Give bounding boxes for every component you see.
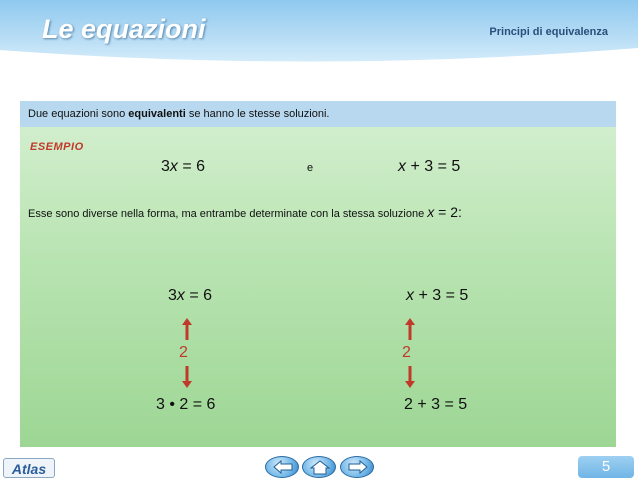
- eq2-var: x: [398, 158, 406, 175]
- prev-button[interactable]: [265, 456, 299, 478]
- left-top-rest: = 6: [184, 287, 213, 304]
- home-icon: [310, 460, 330, 475]
- diagram-left-top: [168, 287, 212, 305]
- home-button[interactable]: [302, 456, 336, 478]
- diagram-left-value: 2: [179, 344, 188, 361]
- arrow-up-icon: [180, 317, 194, 341]
- eq2-rest: + 3 = 5: [406, 158, 461, 175]
- page-title: Le equazioni: [42, 14, 206, 44]
- sentence-text: Esse sono diverse nella forma, ma entrambe determinate con la stessa soluzione: [28, 208, 428, 220]
- sentence-value: = 2:: [434, 204, 462, 220]
- diagram-right-bottom: 2 + 3 = 5: [404, 396, 468, 413]
- eq1-rest: = 6: [177, 158, 206, 175]
- eq1-coef: 3: [161, 158, 170, 175]
- eq1-var: x: [169, 158, 178, 175]
- sentence-var: x: [427, 204, 435, 220]
- diagram-left-bottom: 3 • 2 = 6: [156, 396, 216, 413]
- page-number: 5: [578, 456, 634, 478]
- arrow-down-icon: [403, 365, 417, 389]
- left-top-coef: 3: [168, 287, 177, 304]
- conjunction: e: [307, 162, 314, 174]
- diagram-right-top: [406, 287, 468, 305]
- arrow-left-icon: [273, 460, 293, 474]
- next-button[interactable]: [340, 456, 374, 478]
- example-label: ESEMPIO: [30, 141, 84, 153]
- right-top-rest: + 3 = 5: [414, 287, 469, 304]
- example-equation-2: [398, 158, 460, 176]
- diagram-right-value: 2: [402, 344, 411, 361]
- example-equation-1: [161, 158, 205, 176]
- definition-after: se hanno le stesse soluzioni.: [185, 108, 330, 120]
- arrow-right-icon: [348, 460, 368, 474]
- definition-before: Due equazioni sono: [28, 108, 129, 120]
- right-top-var: x: [406, 287, 414, 304]
- content-panel: [20, 101, 616, 447]
- arrow-up-icon: [403, 317, 417, 341]
- definition-bold: equivalenti: [128, 108, 186, 120]
- left-top-var: x: [176, 287, 185, 304]
- section-title: Principi di equivalenza: [489, 26, 608, 38]
- definition-bar: [20, 101, 616, 127]
- solution-sentence: [28, 204, 462, 220]
- arrow-down-icon: [180, 365, 194, 389]
- atlas-logo: Atlas: [3, 458, 55, 478]
- header-banner: [0, 0, 638, 66]
